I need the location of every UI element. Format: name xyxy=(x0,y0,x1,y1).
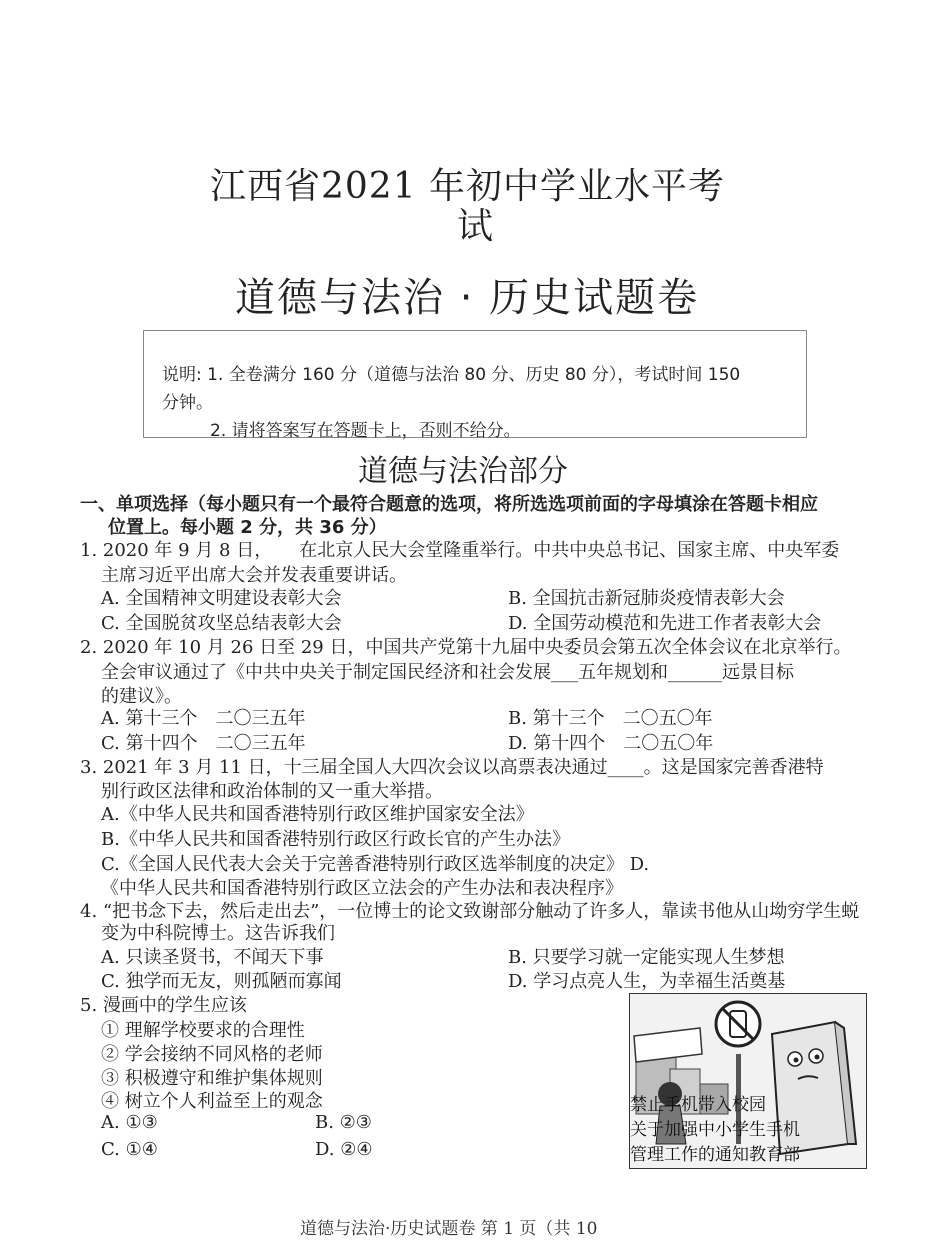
q4-stem-line1: 4. “把书念下去，然后走出去”，一位博士的论文致谢部分触动了许多人，靠读书他从山坳穷学生蜕 xyxy=(80,901,860,922)
q5-stem: 5. 漫画中的学生应该 xyxy=(80,995,247,1016)
q5-option-c: C. ①④ xyxy=(101,1139,158,1160)
q1-stem-line1: 1. 2020 年 9 月 8 日， 在北京人民大会堂隆重举行。中共中央总书记、国家主席、中央军委 xyxy=(80,540,840,561)
q2-option-d: D. 第十四个 二〇五〇年 xyxy=(508,733,714,754)
q5-statement-1: ① 理解学校要求的合理性 xyxy=(101,1020,305,1041)
notice-line2: 分钟。 xyxy=(162,393,213,413)
notice-line1: 说明: 1. 全卷满分 160 分（道德与法治 80 分、历史 80 分），考试时间 150 xyxy=(162,365,741,385)
exam-title-line2: 试 xyxy=(457,206,495,247)
q5-option-b: B. ②③ xyxy=(315,1112,372,1133)
q2-option-a: A. 第十三个 二〇三五年 xyxy=(101,708,306,729)
q5-statement-4: ④ 树立个人利益至上的观念 xyxy=(101,1091,323,1112)
q4-option-b: B. 只要学习就一定能实现人生梦想 xyxy=(508,947,785,968)
q3-option-b: B.《中华人民共和国香港特别行政区行政长官的产生办法》 xyxy=(101,829,570,850)
q3-option-d: 《中华人民共和国香港特别行政区立法会的产生办法和表决程序》 xyxy=(101,878,623,899)
q2-stem-line2: 全会审议通过了《中共中央关于制定国民经济和社会发展___五年规划和______远景目标 xyxy=(101,662,794,683)
notice-box xyxy=(143,330,807,441)
notice-line3: 2. 请将答案写在答题卡上，否则不给分。 xyxy=(210,421,521,441)
q5-statement-3: ③ 积极遵守和维护集体规则 xyxy=(101,1068,323,1089)
cartoon-image xyxy=(629,993,867,1169)
cartoon-caption-line2: 关于加强中小学生手机 xyxy=(630,1120,800,1140)
q1-option-d: D. 全国劳动模范和先进工作者表彰大会 xyxy=(508,613,822,634)
q5-statement-2: ② 学会接纳不同风格的老师 xyxy=(101,1044,323,1065)
part1-heading-line2: 位置上。每小题 2 分，共 36 分） xyxy=(108,517,387,538)
cartoon-caption-line1: 禁止手机带入校园 xyxy=(630,1095,766,1115)
q4-option-a: A. 只读圣贤书，不闻天下事 xyxy=(101,947,324,968)
q2-option-c: C. 第十四个 二〇三五年 xyxy=(101,733,306,754)
q4-option-d: D. 学习点亮人生，为幸福生活奠基 xyxy=(508,971,786,992)
q1-option-c: C. 全国脱贫攻坚总结表彰大会 xyxy=(101,613,342,634)
q1-option-b: B. 全国抗击新冠肺炎疫情表彰大会 xyxy=(508,588,785,609)
q3-option-c: C.《全国人民代表大会关于完善香港特别行政区选举制度的决定》 D. xyxy=(101,854,650,875)
part1-heading-line1: 一、单项选择（每小题只有一个最符合题意的选项，将所选选项前面的字母填涂在答题卡相应 xyxy=(80,494,818,515)
section-title: 道德与法治部分 xyxy=(358,454,568,489)
cartoon-caption-line3: 管理工作的通知教育部 xyxy=(630,1145,800,1165)
q4-stem-line2: 变为中科院博士。这告诉我们 xyxy=(101,923,335,944)
q1-option-a: A. 全国精神文明建设表彰大会 xyxy=(101,588,342,609)
q3-stem-line2: 别行政区法律和政治体制的又一重大举措。 xyxy=(101,781,443,802)
q2-option-b: B. 第十三个 二〇五〇年 xyxy=(508,708,713,729)
exam-title-line1: 江西省2021 年初中学业水平考 xyxy=(210,166,726,207)
q5-option-a: A. ①③ xyxy=(101,1112,158,1133)
q3-option-a: A.《中华人民共和国香港特别行政区维护国家安全法》 xyxy=(101,804,534,825)
q1-stem-line2: 主席习近平出席大会并发表重要讲话。 xyxy=(101,565,407,586)
q5-option-d: D. ②④ xyxy=(315,1139,373,1160)
page-footer-text: 道德与法治·历史试题卷 第 1 页（共 10 xyxy=(300,1219,598,1239)
q3-stem-line1: 3. 2021 年 3 月 11 日，十三届全国人大四次会议以高票表决通过____。这是国家完善香港特 xyxy=(80,757,824,778)
q2-stem-line1: 2. 2020 年 10 月 26 日至 29 日，中国共产党第十九届中央委员会第五次全体会议在北京举行。 xyxy=(80,637,852,658)
q4-option-c: C. 独学而无友，则孤陋而寡闻 xyxy=(101,971,342,992)
page-footer xyxy=(300,1214,598,1239)
exam-subtitle: 道德与法治 · 历史试题卷 xyxy=(235,275,700,321)
q2-stem-line3: 的建议》。 xyxy=(101,686,182,707)
